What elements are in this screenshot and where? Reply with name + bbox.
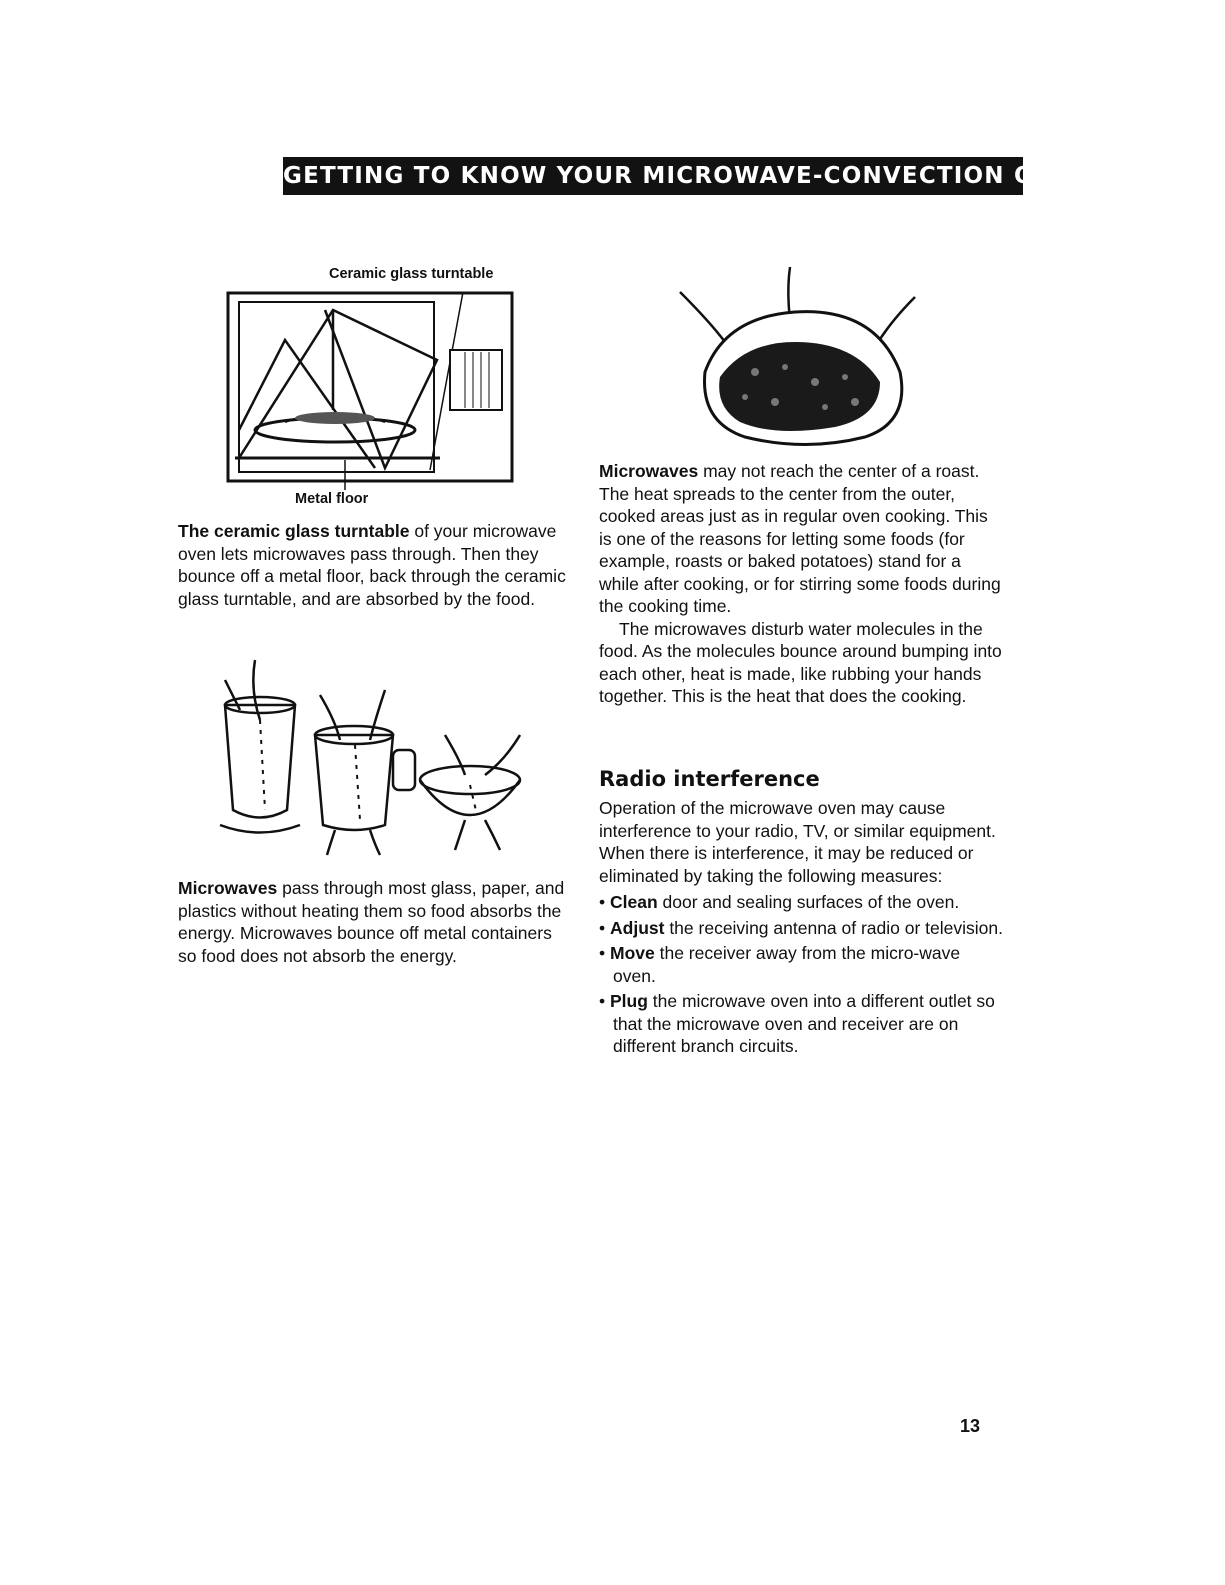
page-number: 13	[960, 1416, 981, 1436]
bullet-lead: Move	[610, 943, 655, 963]
turntable-lead: The ceramic glass turntable	[178, 521, 410, 541]
turntable-label: Ceramic glass turntable	[329, 266, 494, 282]
bullet-text: the receiver away from the micro-wave oven.	[613, 943, 961, 986]
bullet-lead: Adjust	[610, 917, 665, 938]
containers-illustration	[215, 650, 535, 860]
metal-floor-label: Metal floor	[295, 491, 369, 507]
bullet-text: the receiving antenna of radio or television.	[664, 917, 1003, 938]
bullet-text: door and sealing surfaces of the oven.	[657, 892, 960, 912]
list-item: • Plug the microwave oven into a different outlet so that the microwave oven and receiver are on different branch circuits.	[599, 991, 995, 1056]
list-item: • Adjust the receiving antenna of radio or television.	[599, 917, 1003, 938]
containers-lead: Microwaves	[178, 878, 278, 898]
roast-text: may not reach the center of a roast. The heat spreads to the center from the outer, cooked areas just as in regular oven cooking. This is one of the reasons for letting some foods (for example, roasts or baked potatoes) stand for a while after cooking, or for stirring some foods during the cooking time.	[599, 461, 1001, 616]
list-item: • Move the receiver away from the micro-wave oven.	[599, 943, 961, 986]
radio-interference-intro: Operation of the microwave oven may cause interference to your radio, TV, or similar equipment. When there is interference, it may be reduced or eliminated by taking the following measures:	[599, 798, 996, 886]
section-header: GETTING TO KNOW YOUR MICROWAVE-CONVECTION OVEN	[283, 157, 1023, 195]
radio-interference-section	[599, 797, 1004, 1061]
bullet-lead: Plug	[610, 991, 648, 1011]
turntable-diagram	[225, 290, 515, 490]
roast-illustration	[665, 262, 925, 452]
molecules-paragraph: The microwaves disturb water molecules in the food. As the molecules bounce around bumping into each other, heat is made, like rubbing your hands together. This is the heat that does the cooking.	[599, 618, 1002, 706]
turntable-text: of your microwave oven lets microwaves pass through. Then they bounce off a metal floor, back through the ceramic glass turntable, and are absorbed by the food.	[178, 521, 566, 609]
list-item: • Clean door and sealing surfaces of the oven.	[599, 892, 960, 912]
turntable-paragraph	[178, 520, 568, 610]
measures-list	[599, 891, 1004, 1058]
roast-lead: Microwaves	[599, 461, 699, 481]
containers-text: pass through most glass, paper, and plastics without heating them so food absorbs the energy. Microwaves bounce off metal containers so food does not absorb the energy.	[178, 878, 565, 966]
bullet-lead: Clean	[610, 892, 658, 912]
containers-paragraph	[178, 877, 568, 967]
radio-interference-heading: Radio interference	[599, 767, 820, 791]
bullet-text: the microwave oven into a different outlet so that the microwave oven and receiver are on different branch circuits.	[613, 991, 995, 1056]
roast-paragraph	[599, 460, 1004, 708]
